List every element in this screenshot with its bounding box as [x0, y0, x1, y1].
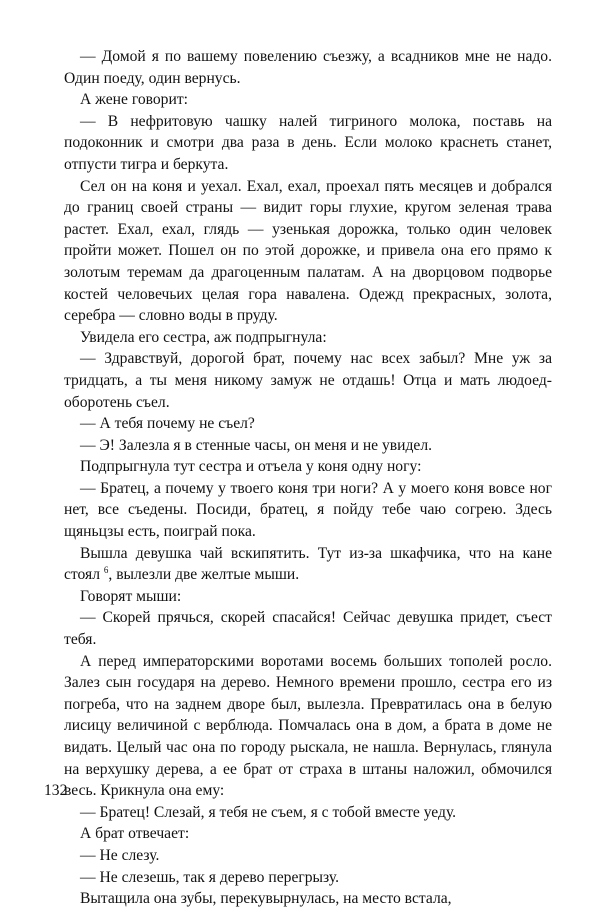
page-body: [64, 46, 552, 910]
paragraph-11: [64, 543, 552, 586]
paragraph-2: А жене говорит:: [80, 91, 188, 109]
page-number: 132: [44, 782, 68, 799]
paragraph-10: — Братец, а почему у твоего коня три ноги? А у моего коня вовсе ног нет, все съедены. Посиди, братец, я пойду тебе чаю согрею. Здесь щяньцзы есть, поиграй пока.: [64, 479, 552, 541]
paragraph-9: Подпрыгнула тут сестра и отъела у коня одну ногу:: [80, 458, 422, 476]
paragraph-5: Увидела его сестра, аж подпрыгнула:: [80, 328, 327, 346]
paragraph-13: — Скорей прячься, скорей спасайся! Сейчас девушка придет, съест тебя.: [64, 609, 552, 649]
paragraph-4: Сел он на коня и уехал. Ехал, ехал, проехал пять месяцев и добрался до границ своей страны — видит горы глухие, кругом зеленая трава растет. Ехал, ехал, глядь — узенькая дорожка, только один человек пройти может. Пошел он по этой дорожке, и привела она его прямо к золотым теремам да драгоценным палатам. А на дворцовом подворье костей человечьих целая гора навалена. Одежд прекрасных, золота, серебра — словно воды в пруду.: [64, 177, 552, 325]
paragraph-17: — Не слезу.: [80, 846, 160, 864]
paragraph-11-text: Вышла девушка чай вскипятить. Тут из-за шкафчика, что на кане стоял: [64, 544, 552, 584]
paragraph-12: Говорят мыши:: [80, 587, 182, 605]
paragraph-1: — Домой я по вашему повелению съезжу, а всадников мне не надо. Один поеду, один вернусь.: [64, 48, 552, 87]
paragraph-19: Вытащила она зубы, перекувырнулась, на место встала,: [80, 890, 452, 908]
paragraph-3: — В нефритовую чашку налей тигриного молока, поставь на подоконник и смотри два раза в день. Если молоко краснеть станет, отпусти тигра и беркута.: [64, 112, 552, 173]
paragraph-8: — Э! Залезла я в стенные часы, он меня и не увидел.: [80, 436, 433, 454]
paragraph-6: — Здравствуй, дорогой брат, почему нас всех забыл? Мне уж за тридцать, а ты меня никому замуж не отдашь! Отца и мать людоед-оборотень съел.: [64, 350, 552, 411]
paragraph-11-tail: , вылезли две желтые мыши.: [108, 566, 300, 584]
paragraph-16: А брат отвечает:: [80, 825, 190, 843]
paragraph-15: — Братец! Слезай, я тебя не съем, я с тобой вместе уеду.: [80, 803, 457, 821]
paragraph-14: А перед императорскими воротами восемь больших тополей росло. Залез сын государя на дерево. Немного времени прошло, сестра его из погреба, что на заднем дворе был, вылезла. Превратилась она в белую лисицу величиной с верблюда. Помчалась она в дом, а брата в доме не видать. Целый час она по городу рыскала, не нашла. Вернулась, глянула на верхушку дерева, а ее брат от страха в штаны наложил, обмочился весь. Крикнула она ему:: [64, 652, 552, 800]
paragraph-7: — А тебя почему не съел?: [80, 415, 255, 433]
paragraph-18: — Не слезешь, так я дерево перегрызу.: [80, 868, 340, 886]
footnote-ref[interactable]: 6: [103, 565, 109, 576]
